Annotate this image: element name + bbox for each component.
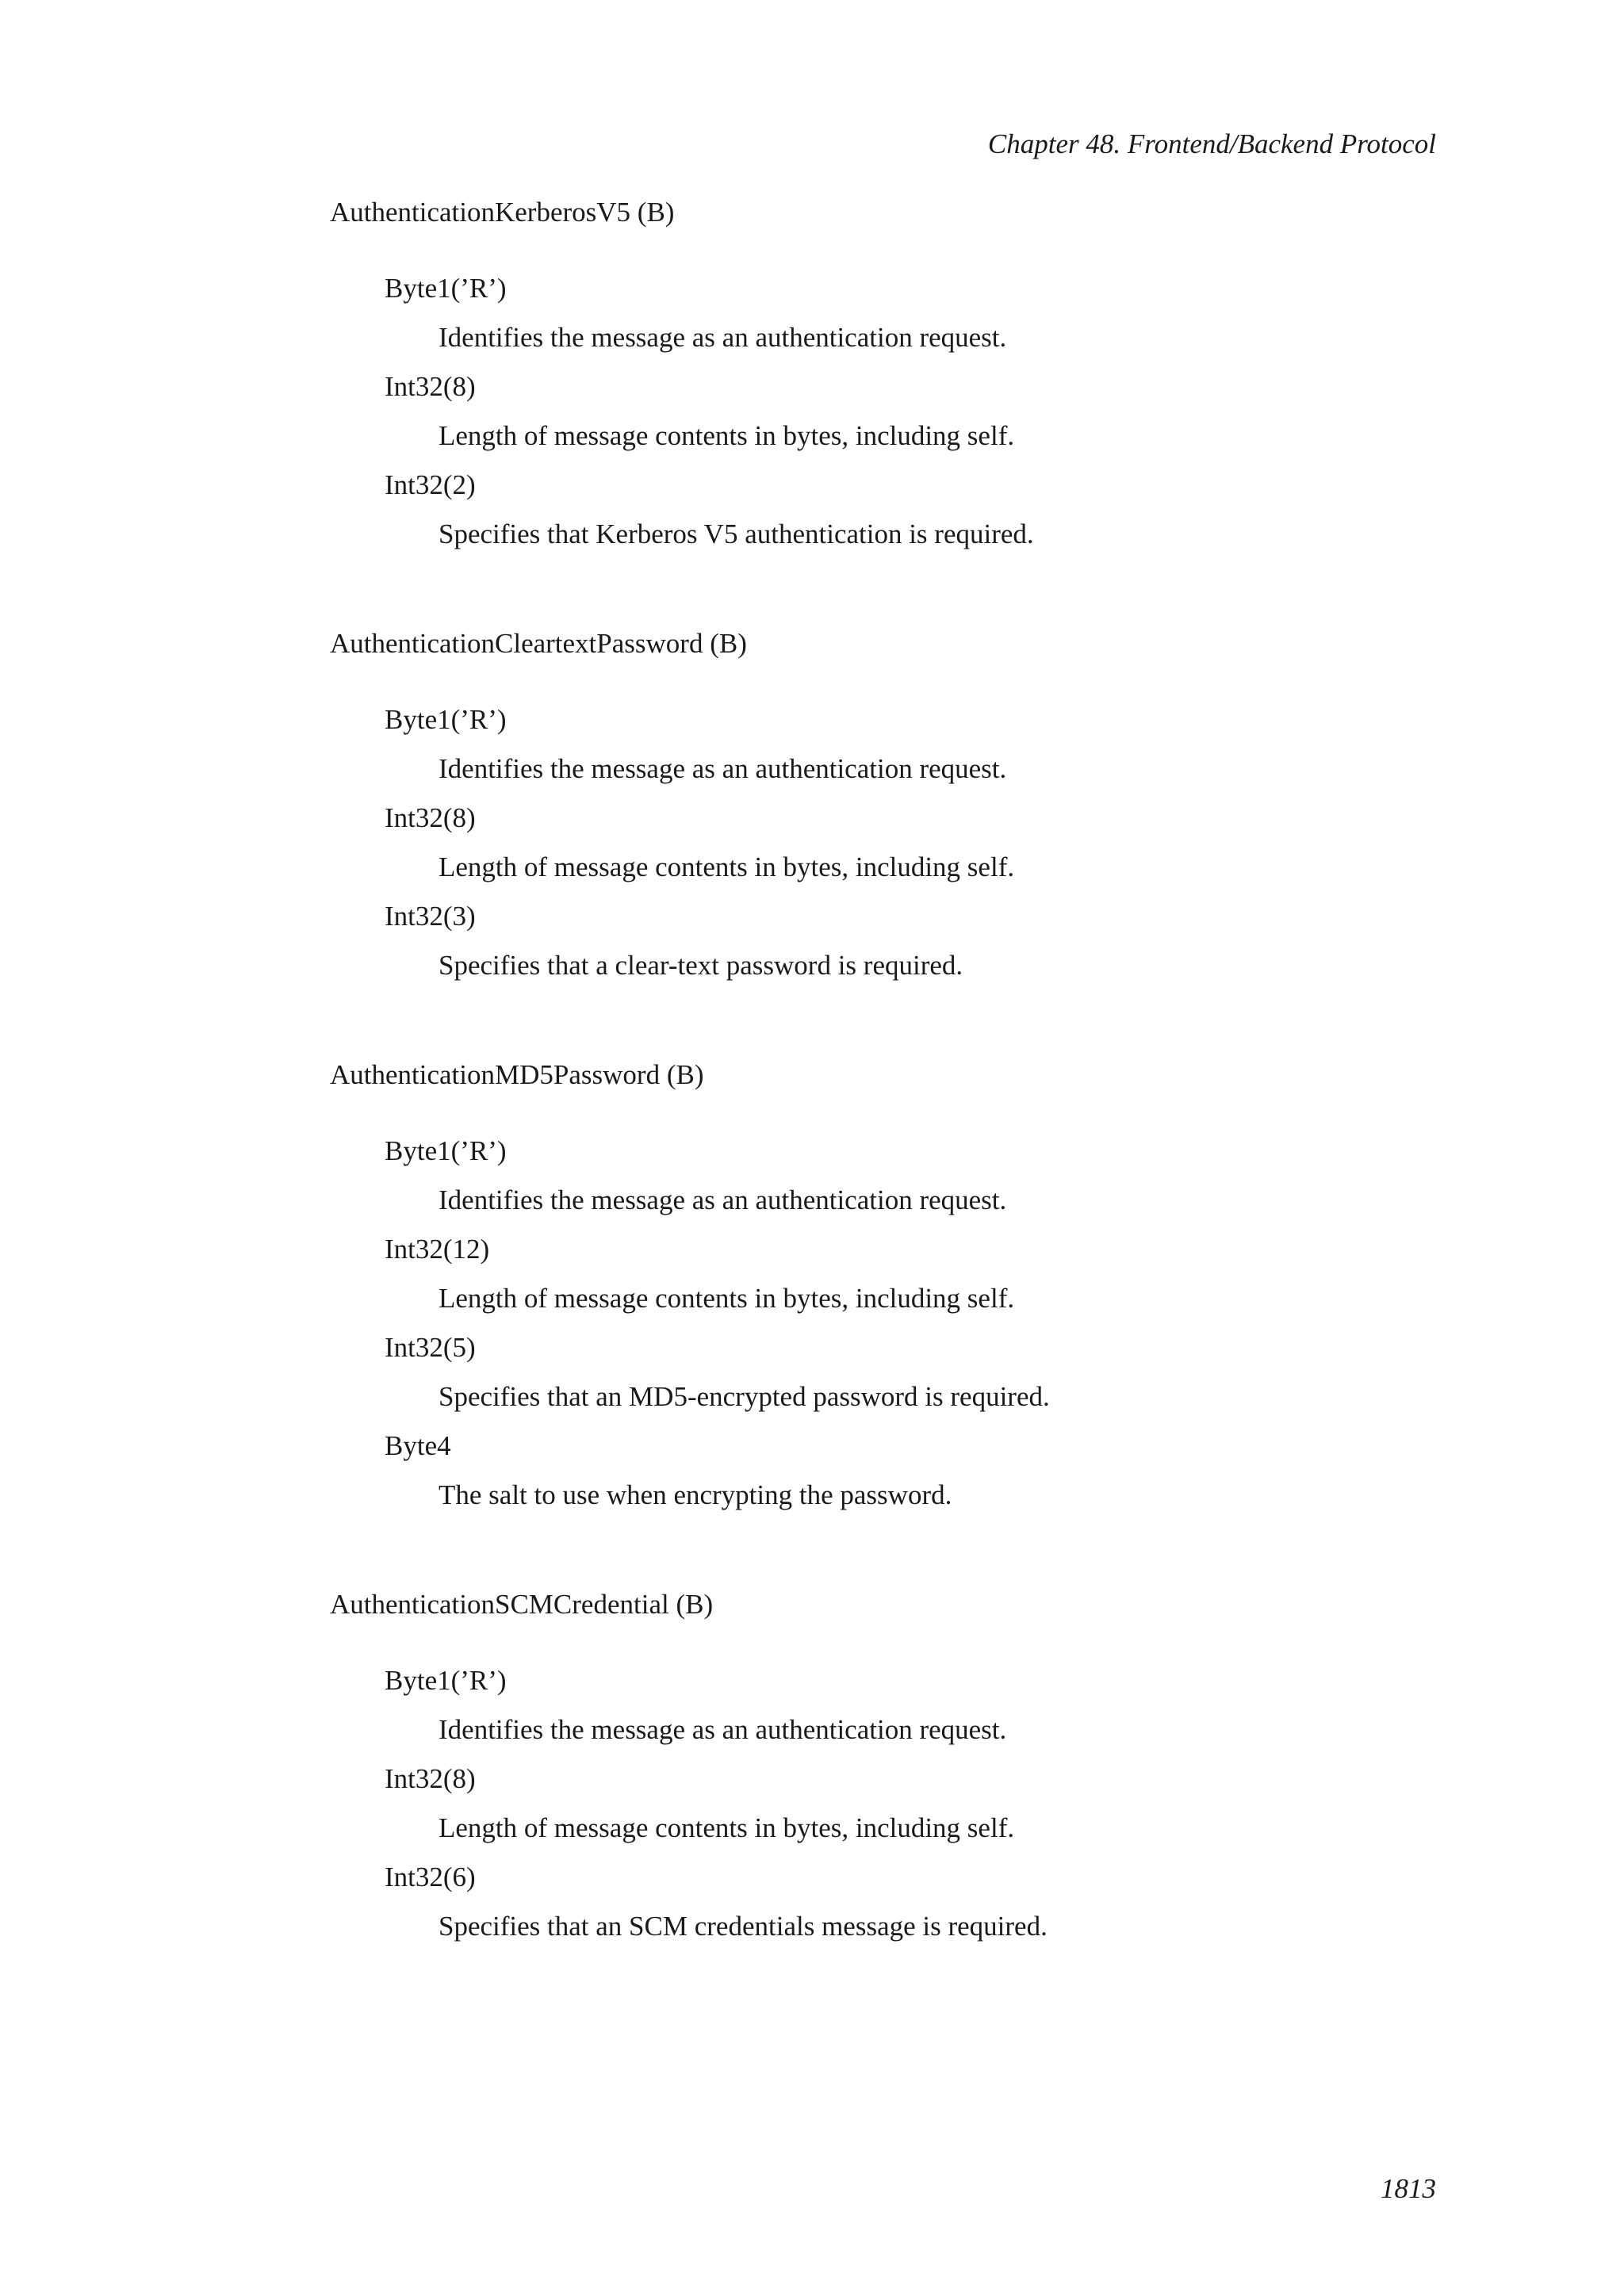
message-authentication-kerberos-v5 — [330, 195, 1440, 552]
field-type: Int32(8) — [385, 371, 476, 402]
field-description: Identifies the message as an authentication request. — [439, 1184, 1007, 1215]
field-type: Byte1(’R’) — [385, 273, 507, 304]
field-type: Int32(5) — [385, 1332, 476, 1363]
field-type: Int32(8) — [385, 1763, 476, 1794]
document-content — [330, 195, 1440, 2019]
field-type: Int32(6) — [385, 1862, 476, 1892]
field-description: Specifies that an MD5-encrypted password is required. — [439, 1381, 1050, 1412]
field-type: Byte4 — [385, 1430, 451, 1461]
field-description: Length of message contents in bytes, including self. — [439, 1283, 1015, 1314]
field-type: Int32(8) — [385, 802, 476, 833]
message-authentication-scm-credential — [330, 1587, 1440, 1944]
message-name: AuthenticationCleartextPassword (B) — [330, 628, 747, 659]
page-number: 1813 — [1381, 2173, 1436, 2204]
field-type: Int32(3) — [385, 901, 476, 932]
field-type: Byte1(’R’) — [385, 1135, 507, 1166]
field-description: Identifies the message as an authentication request. — [439, 322, 1007, 353]
field-description: Specifies that Kerberos V5 authentication is required. — [439, 519, 1034, 549]
field-type: Int32(2) — [385, 469, 476, 500]
message-name: AuthenticationKerberosV5 (B) — [330, 197, 675, 228]
field-type: Int32(12) — [385, 1234, 490, 1265]
field-description: Identifies the message as an authentication request. — [439, 753, 1007, 784]
field-type: Byte1(’R’) — [385, 704, 507, 735]
field-description: Length of message contents in bytes, including self. — [439, 851, 1015, 882]
message-name: AuthenticationMD5Password (B) — [330, 1059, 704, 1090]
field-type: Byte1(’R’) — [385, 1665, 507, 1696]
field-description: Specifies that a clear-text password is required. — [439, 950, 963, 981]
message-authentication-md5-password — [330, 1058, 1440, 1513]
running-header-chapter-title: Chapter 48. Frontend/Backend Protocol — [987, 128, 1436, 159]
field-description: Length of message contents in bytes, including self. — [439, 1812, 1015, 1843]
message-authentication-cleartext-password — [330, 626, 1440, 983]
field-description: Length of message contents in bytes, including self. — [439, 420, 1015, 451]
field-description: The salt to use when encrypting the password. — [439, 1479, 952, 1510]
message-name: AuthenticationSCMCredential (B) — [330, 1589, 714, 1620]
field-description: Specifies that an SCM credentials message is required. — [439, 1911, 1048, 1942]
field-description: Identifies the message as an authentication request. — [439, 1714, 1007, 1745]
